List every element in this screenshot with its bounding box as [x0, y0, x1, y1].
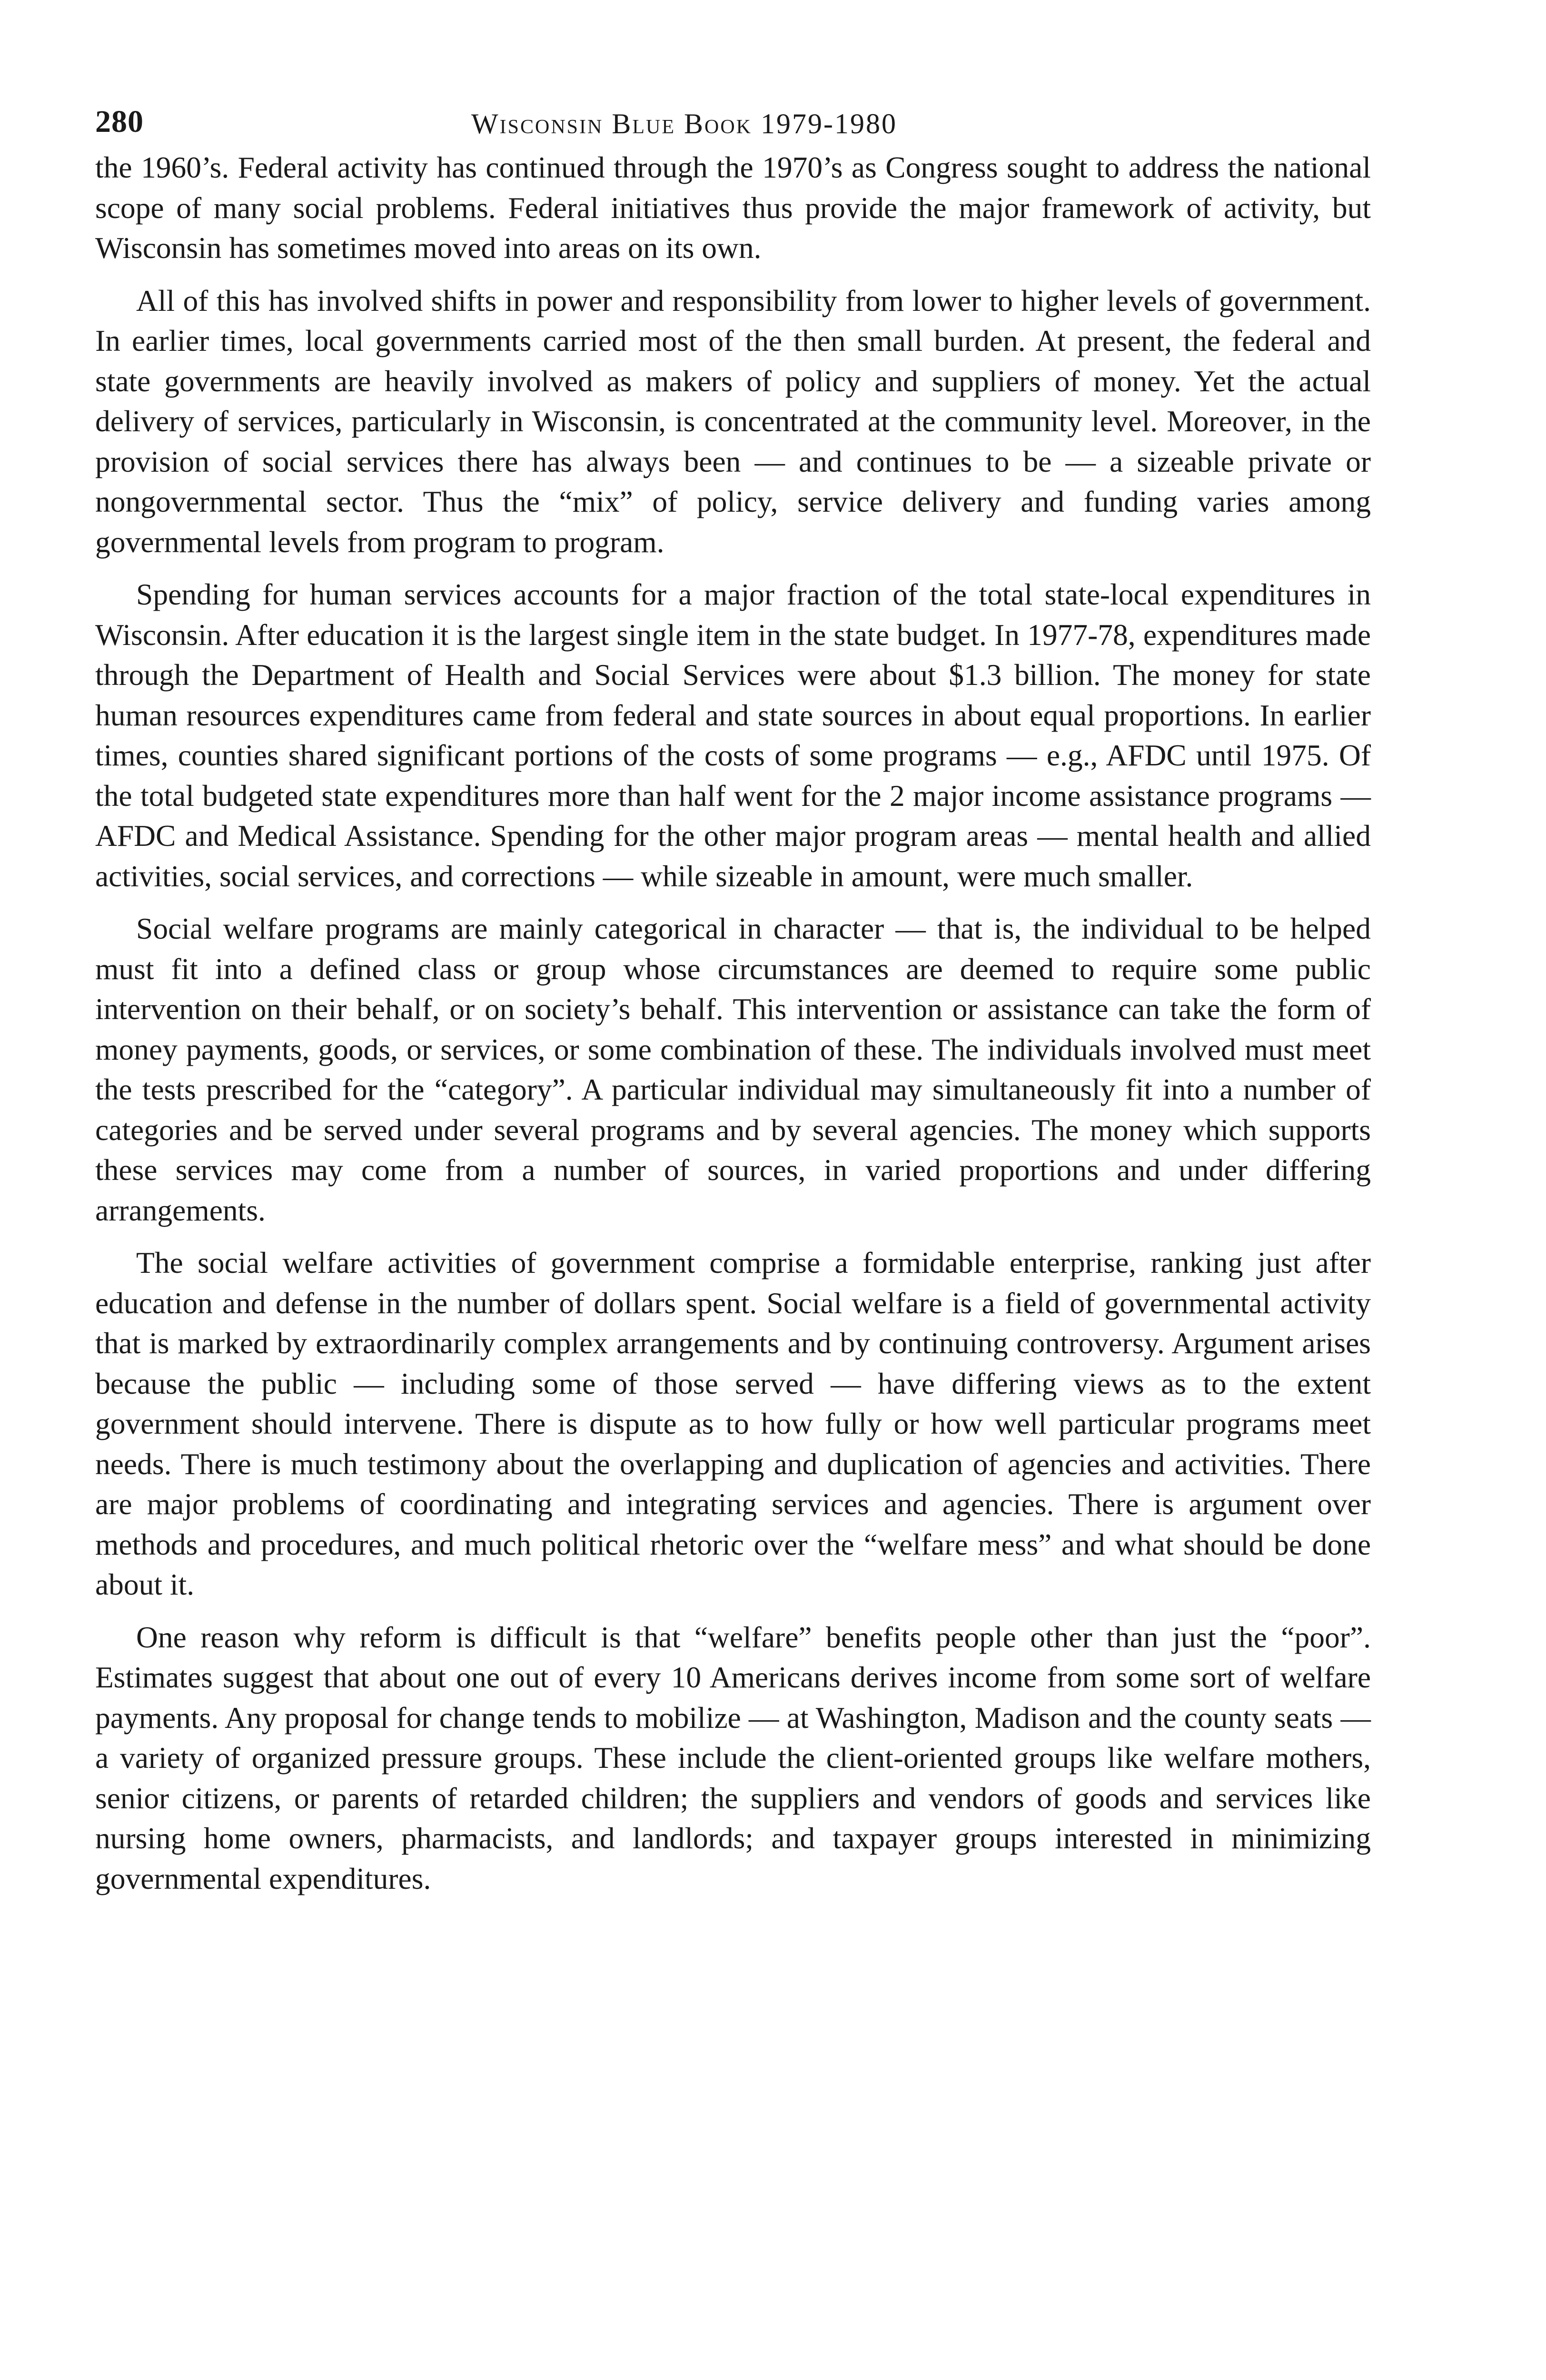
paragraph-reform: One reason why reform is difficult is that “welfare” benefits people other than just the “poor”. Estimates suggest that about one out of every 10 Americans derives income from some sort of welfare payments. Any proposal for change tends to mobilize — at Washington, Madison and the county seats — a variety of organized pressure groups. These include the client-oriented groups like welfare mothers, senior citizens, or parents of retarded children; the suppliers and vendors of goods and services like nursing home owners, pharmacists, and landlords; and taxpayer groups interested in minimizing governmental expenditures.	[95, 1620, 1371, 1895]
page-number: 280	[95, 104, 144, 139]
paragraph-continuation: the 1960’s. Federal activity has continued through the 1970’s as Congress sought to address the national scope of many social problems. Federal initiatives thus provide the major framework of activity, but Wisconsin has sometimes moved into areas on its own.	[95, 150, 1371, 265]
body-text	[95, 148, 1371, 1899]
paragraph-categorical-programs: Social welfare programs are mainly categorical in character — that is, the individual to be helped must fit into a defined class or group whose circumstances are deemed to require some public intervention on their behalf, or on society’s behalf. This intervention or assistance can take the form of money payments, goods, or services, or some combination of these. The individuals involved must meet the tests prescribed for the “category”. A particular individual may simultaneously fit into a number of categories and be served under several programs and by several agencies. The money which supports these services may come from a number of sources, in varied proportions and under differing arrangements.	[95, 912, 1371, 1227]
running-head	[95, 95, 1371, 148]
paragraph-welfare-activities: The social welfare activities of government comprise a formidable enterprise, ranking just after education and defense in the number of dollars spent. Social welfare is a field of governmental activity that is marked by extraordinarily complex arrangements and by continuing controversy. Argument arises because the public — including some of those served — have differing views as to the extent government should intervene. There is dispute as to how fully or how well particular programs meet needs. There is much testimony about the overlapping and duplication of agencies and activities. There are major problems of coordinating and integrating services and agencies. There is argument over methods and procedures, and much political rhetoric over the “welfare mess” and what should be done about it.	[95, 1246, 1371, 1601]
paragraph-spending: Spending for human services accounts for a major fraction of the total state-local expenditures in Wisconsin. After education it is the largest single item in the state budget. In 1977-78, expenditures made through the Department of Health and Social Services were about $1.3 billion. The money for state human resources expenditures came from federal and state sources in about equal proportions. In earlier times, counties shared significant portions of the costs of some programs — e.g., AFDC until 1975. Of the total budgeted state expenditures more than half went for the 2 major income assistance programs — AFDC and Medical Assistance. Spending for the other major program areas — mental health and allied activities, social services, and corrections — while sizeable in amount, were much smaller.	[95, 577, 1371, 893]
paragraph-power-shifts: All of this has involved shifts in power and responsibility from lower to higher levels of government. In earlier times, local governments carried most of the then small burden. At present, the federal and state governments are heavily involved as makers of policy and suppliers of money. Yet the actual delivery of services, particularly in Wisconsin, is concentrated at the community level. Moreover, in the provision of social services there has always been — and continues to be — a sizeable private or nongovernmental sector. Thus the “mix” of policy, service delivery and funding varies among governmental levels from program to program.	[95, 283, 1371, 559]
running-title: Wisconsin Blue Book 1979-1980	[471, 108, 897, 139]
document-page	[95, 95, 1371, 1902]
